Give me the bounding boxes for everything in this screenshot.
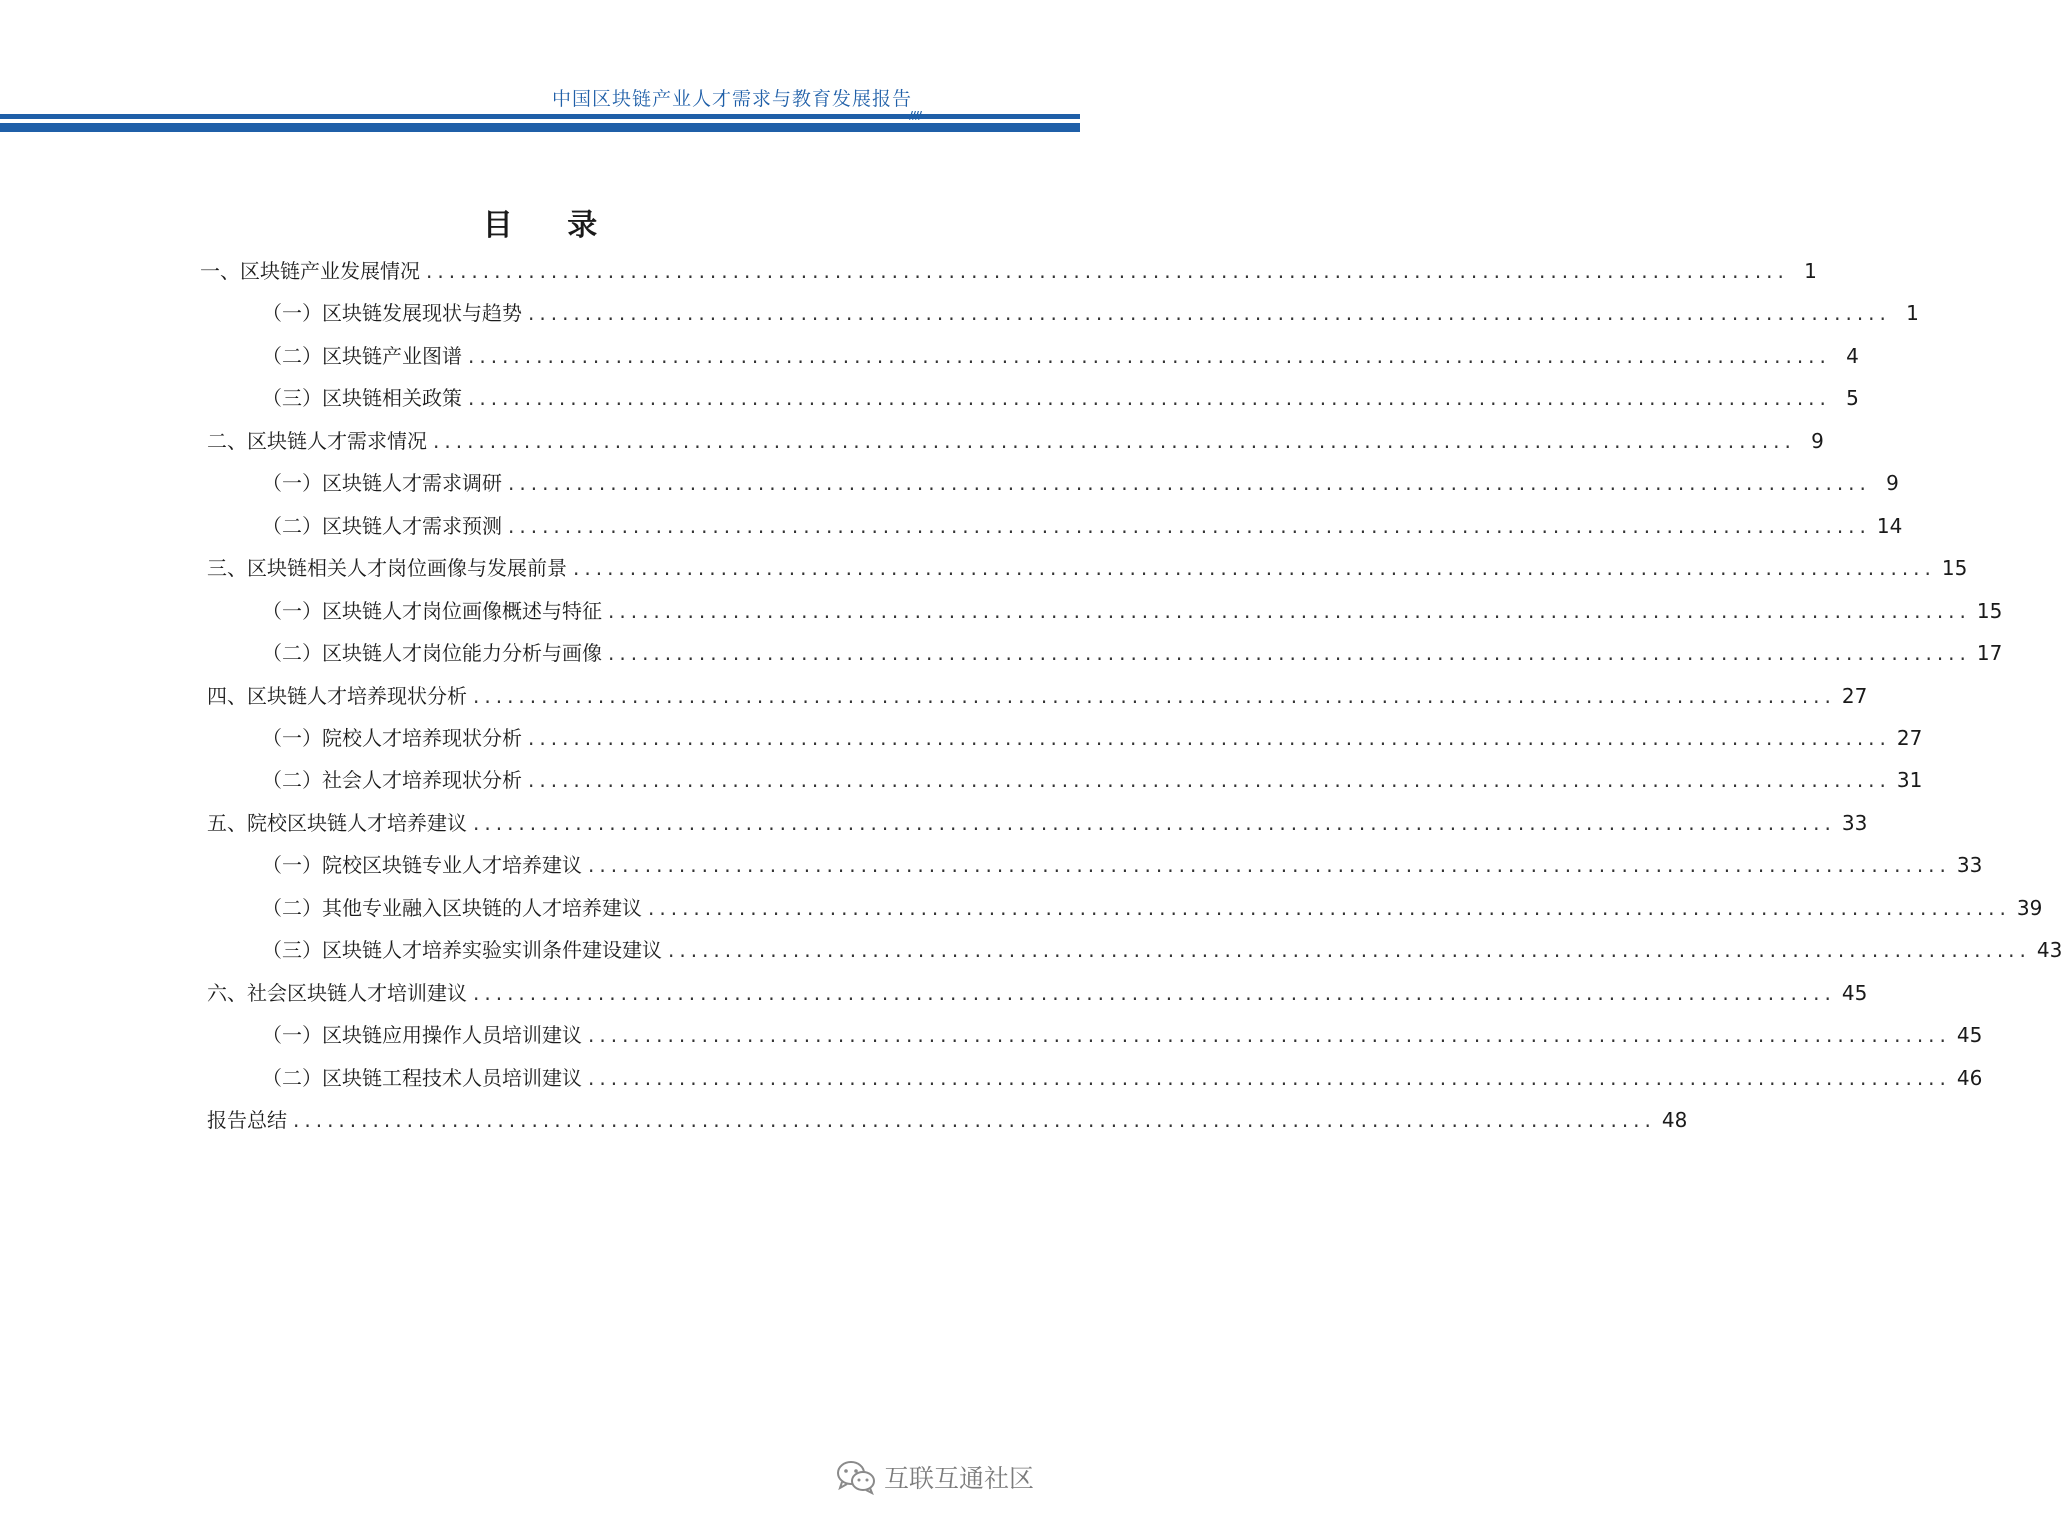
toc-leader-dots: ........................................................................................................................ — [588, 1023, 1951, 1048]
toc-entry-text: 院校区块链专业人才培养建议 — [322, 853, 582, 878]
toc-entry-text: 社会区块链人才培训建议 — [247, 980, 467, 1005]
toc-entry[interactable] — [262, 590, 2003, 632]
toc-entry-text: 区块链人才需求预测 — [322, 513, 502, 538]
toc-leader-dots: ........................................................................................................................ — [508, 471, 1871, 496]
toc-leader-dots: ........................................................................................................................ — [426, 259, 1789, 283]
toc-entry-page: 27 — [1896, 725, 1923, 750]
toc-entry-text: 区块链相关政策 — [322, 386, 462, 411]
toc-entry-text: 区块链人才培养实验实训条件建设建议 — [322, 938, 662, 963]
toc-entry[interactable] — [262, 292, 1919, 334]
watermark — [836, 1459, 1034, 1495]
toc-leader-dots: ........................................................................................................................ — [528, 725, 1891, 750]
toc-entry-page: 17 — [1976, 641, 2003, 666]
toc-entry[interactable] — [262, 844, 1983, 886]
toc-entry-page: 15 — [1941, 556, 1968, 581]
toc-entry-number: 二、 — [207, 428, 247, 453]
toc-entry[interactable] — [262, 632, 2003, 674]
toc-entry-text: 区块链相关人才岗位画像与发展前景 — [247, 556, 567, 581]
toc-entry-text: 区块链人才培养现状分析 — [247, 683, 467, 708]
toc-entry-text: 区块链应用操作人员培训建议 — [322, 1023, 582, 1048]
toc-entry-number: 五、 — [207, 810, 247, 835]
toc-leader-dots: ........................................................................................................................ — [648, 895, 2011, 920]
toc-entry-text: 院校人才培养现状分析 — [322, 725, 522, 750]
toc-title: 目 录 — [482, 208, 620, 243]
toc-leader-dots: ........................................................................................................................ — [573, 556, 1936, 581]
toc-leader-dots: ........................................................................................................................ — [473, 683, 1836, 708]
toc-entry[interactable] — [207, 547, 1968, 589]
toc-entry[interactable] — [207, 1099, 1688, 1141]
toc-entry-text: 报告总结 — [207, 1108, 287, 1132]
toc-leader-dots: ........................................................................................................................ — [473, 980, 1836, 1005]
toc-entry-text: 院校区块链人才培养建议 — [247, 810, 467, 835]
toc-entry-number: （三） — [262, 386, 322, 411]
toc-entry[interactable] — [262, 759, 1923, 801]
toc-entry-page: 4 — [1846, 343, 1859, 368]
toc-entry-number: （二） — [262, 1065, 322, 1090]
toc-entry-number: （一） — [262, 471, 322, 496]
toc-entry-number: 三、 — [207, 556, 247, 581]
toc-entry-page: 14 — [1876, 513, 1903, 538]
toc-leader-dots: ........................................................................................................................ — [608, 641, 1971, 666]
toc-entry-text: 区块链产业发展情况 — [240, 259, 420, 283]
toc-entry-number: （一） — [262, 725, 322, 750]
toc-leader-dots: ........................................................................................................................ — [468, 386, 1831, 411]
toc-entry[interactable] — [262, 887, 2043, 929]
toc-entry-text: 区块链人才岗位画像概述与特征 — [322, 598, 602, 623]
toc-entry-page: 9 — [1811, 428, 1824, 453]
toc-entry-text: 区块链工程技术人员培训建议 — [322, 1065, 582, 1090]
toc-entry-number: （二） — [262, 895, 322, 920]
toc-entry-page: 33 — [1956, 853, 1983, 878]
toc-leader-dots: ........................................................................................................................ — [473, 810, 1836, 835]
toc-entry-number: （二） — [262, 343, 322, 368]
toc-entry-page: 46 — [1956, 1065, 1983, 1090]
toc-entry-page: 15 — [1976, 598, 2003, 623]
toc-entry-number: （一） — [262, 853, 322, 878]
toc-entry-number: （一） — [262, 598, 322, 623]
toc-entry-text: 社会人才培养现状分析 — [322, 768, 522, 793]
toc-entry-page: 9 — [1886, 471, 1899, 496]
toc-leader-dots: ........................................................................................................................ — [588, 1065, 1951, 1090]
toc-entry-number: （一） — [262, 1023, 322, 1048]
toc-leader-dots: ........................................................................................................................ — [293, 1108, 1656, 1132]
toc-entry[interactable] — [262, 335, 1859, 377]
toc-entry-page: 27 — [1841, 683, 1868, 708]
toc-entry-number: （二） — [262, 641, 322, 666]
toc-entry-text: 区块链产业图谱 — [322, 343, 462, 368]
toc-entry-page: 43 — [2036, 938, 2062, 963]
watermark-text: 互联互通社区 — [884, 1464, 1035, 1493]
toc-entry-page: 33 — [1841, 810, 1868, 835]
header-title: 中国区块链产业人才需求与教育发展报告 — [552, 88, 913, 110]
toc-entry[interactable] — [262, 462, 1899, 504]
toc-leader-dots: ........................................................................................................................ — [668, 938, 2031, 963]
toc-entry-text: 区块链人才需求情况 — [247, 428, 427, 453]
wechat-icon — [836, 1460, 876, 1494]
toc-leader-dots: ........................................................................................................................ — [608, 598, 1971, 623]
toc-leader-dots: ........................................................................................................................ — [468, 343, 1831, 368]
header-rule-thick — [0, 123, 1080, 132]
toc-entry[interactable] — [262, 1014, 1983, 1056]
toc-entry-text: 区块链人才需求调研 — [322, 471, 502, 496]
toc-entry[interactable] — [207, 675, 1868, 717]
toc-entry-text: 区块链人才岗位能力分析与画像 — [322, 641, 602, 666]
toc-entry-page: 1 — [1906, 301, 1919, 326]
toc-entry[interactable] — [262, 377, 1859, 419]
toc-entry[interactable] — [207, 802, 1868, 844]
toc-leader-dots: ........................................................................................................................ — [528, 768, 1891, 793]
toc-entry-page: 48 — [1661, 1108, 1688, 1132]
toc-entry-number: 一、 — [200, 259, 240, 283]
toc-entry-page: 31 — [1896, 768, 1923, 793]
toc-leader-dots: ........................................................................................................................ — [528, 301, 1891, 326]
toc-entry[interactable] — [262, 505, 1903, 547]
toc-entry-text: 区块链发展现状与趋势 — [322, 301, 522, 326]
toc-entry[interactable] — [207, 972, 1868, 1014]
toc-leader-dots: ........................................................................................................................ — [508, 513, 1871, 538]
toc-entry[interactable] — [207, 420, 1824, 462]
toc-entry-page: 45 — [1841, 980, 1868, 1005]
toc-entry-number: （一） — [262, 301, 322, 326]
toc-entry[interactable] — [200, 250, 1817, 292]
toc-entry-number: （二） — [262, 513, 322, 538]
toc-entry-number: 六、 — [207, 980, 247, 1005]
header-rule-thin — [0, 114, 1080, 119]
toc-entry-page: 39 — [2016, 895, 2043, 920]
toc-leader-dots: ........................................................................................................................ — [588, 853, 1951, 878]
toc-entry[interactable] — [262, 717, 1923, 759]
toc-entry-text: 其他专业融入区块链的人才培养建议 — [322, 895, 642, 920]
toc-entry-number: （三） — [262, 938, 322, 963]
toc-entry-page: 45 — [1956, 1023, 1983, 1048]
toc-entry-page: 5 — [1846, 386, 1859, 411]
toc-leader-dots: ........................................................................................................................ — [433, 428, 1796, 453]
toc-entry-number: （二） — [262, 768, 322, 793]
toc-entry[interactable] — [262, 929, 2062, 971]
toc-entry-number: 四、 — [207, 683, 247, 708]
toc-entry[interactable] — [262, 1057, 1983, 1099]
toc-entry-page: 1 — [1804, 259, 1817, 283]
